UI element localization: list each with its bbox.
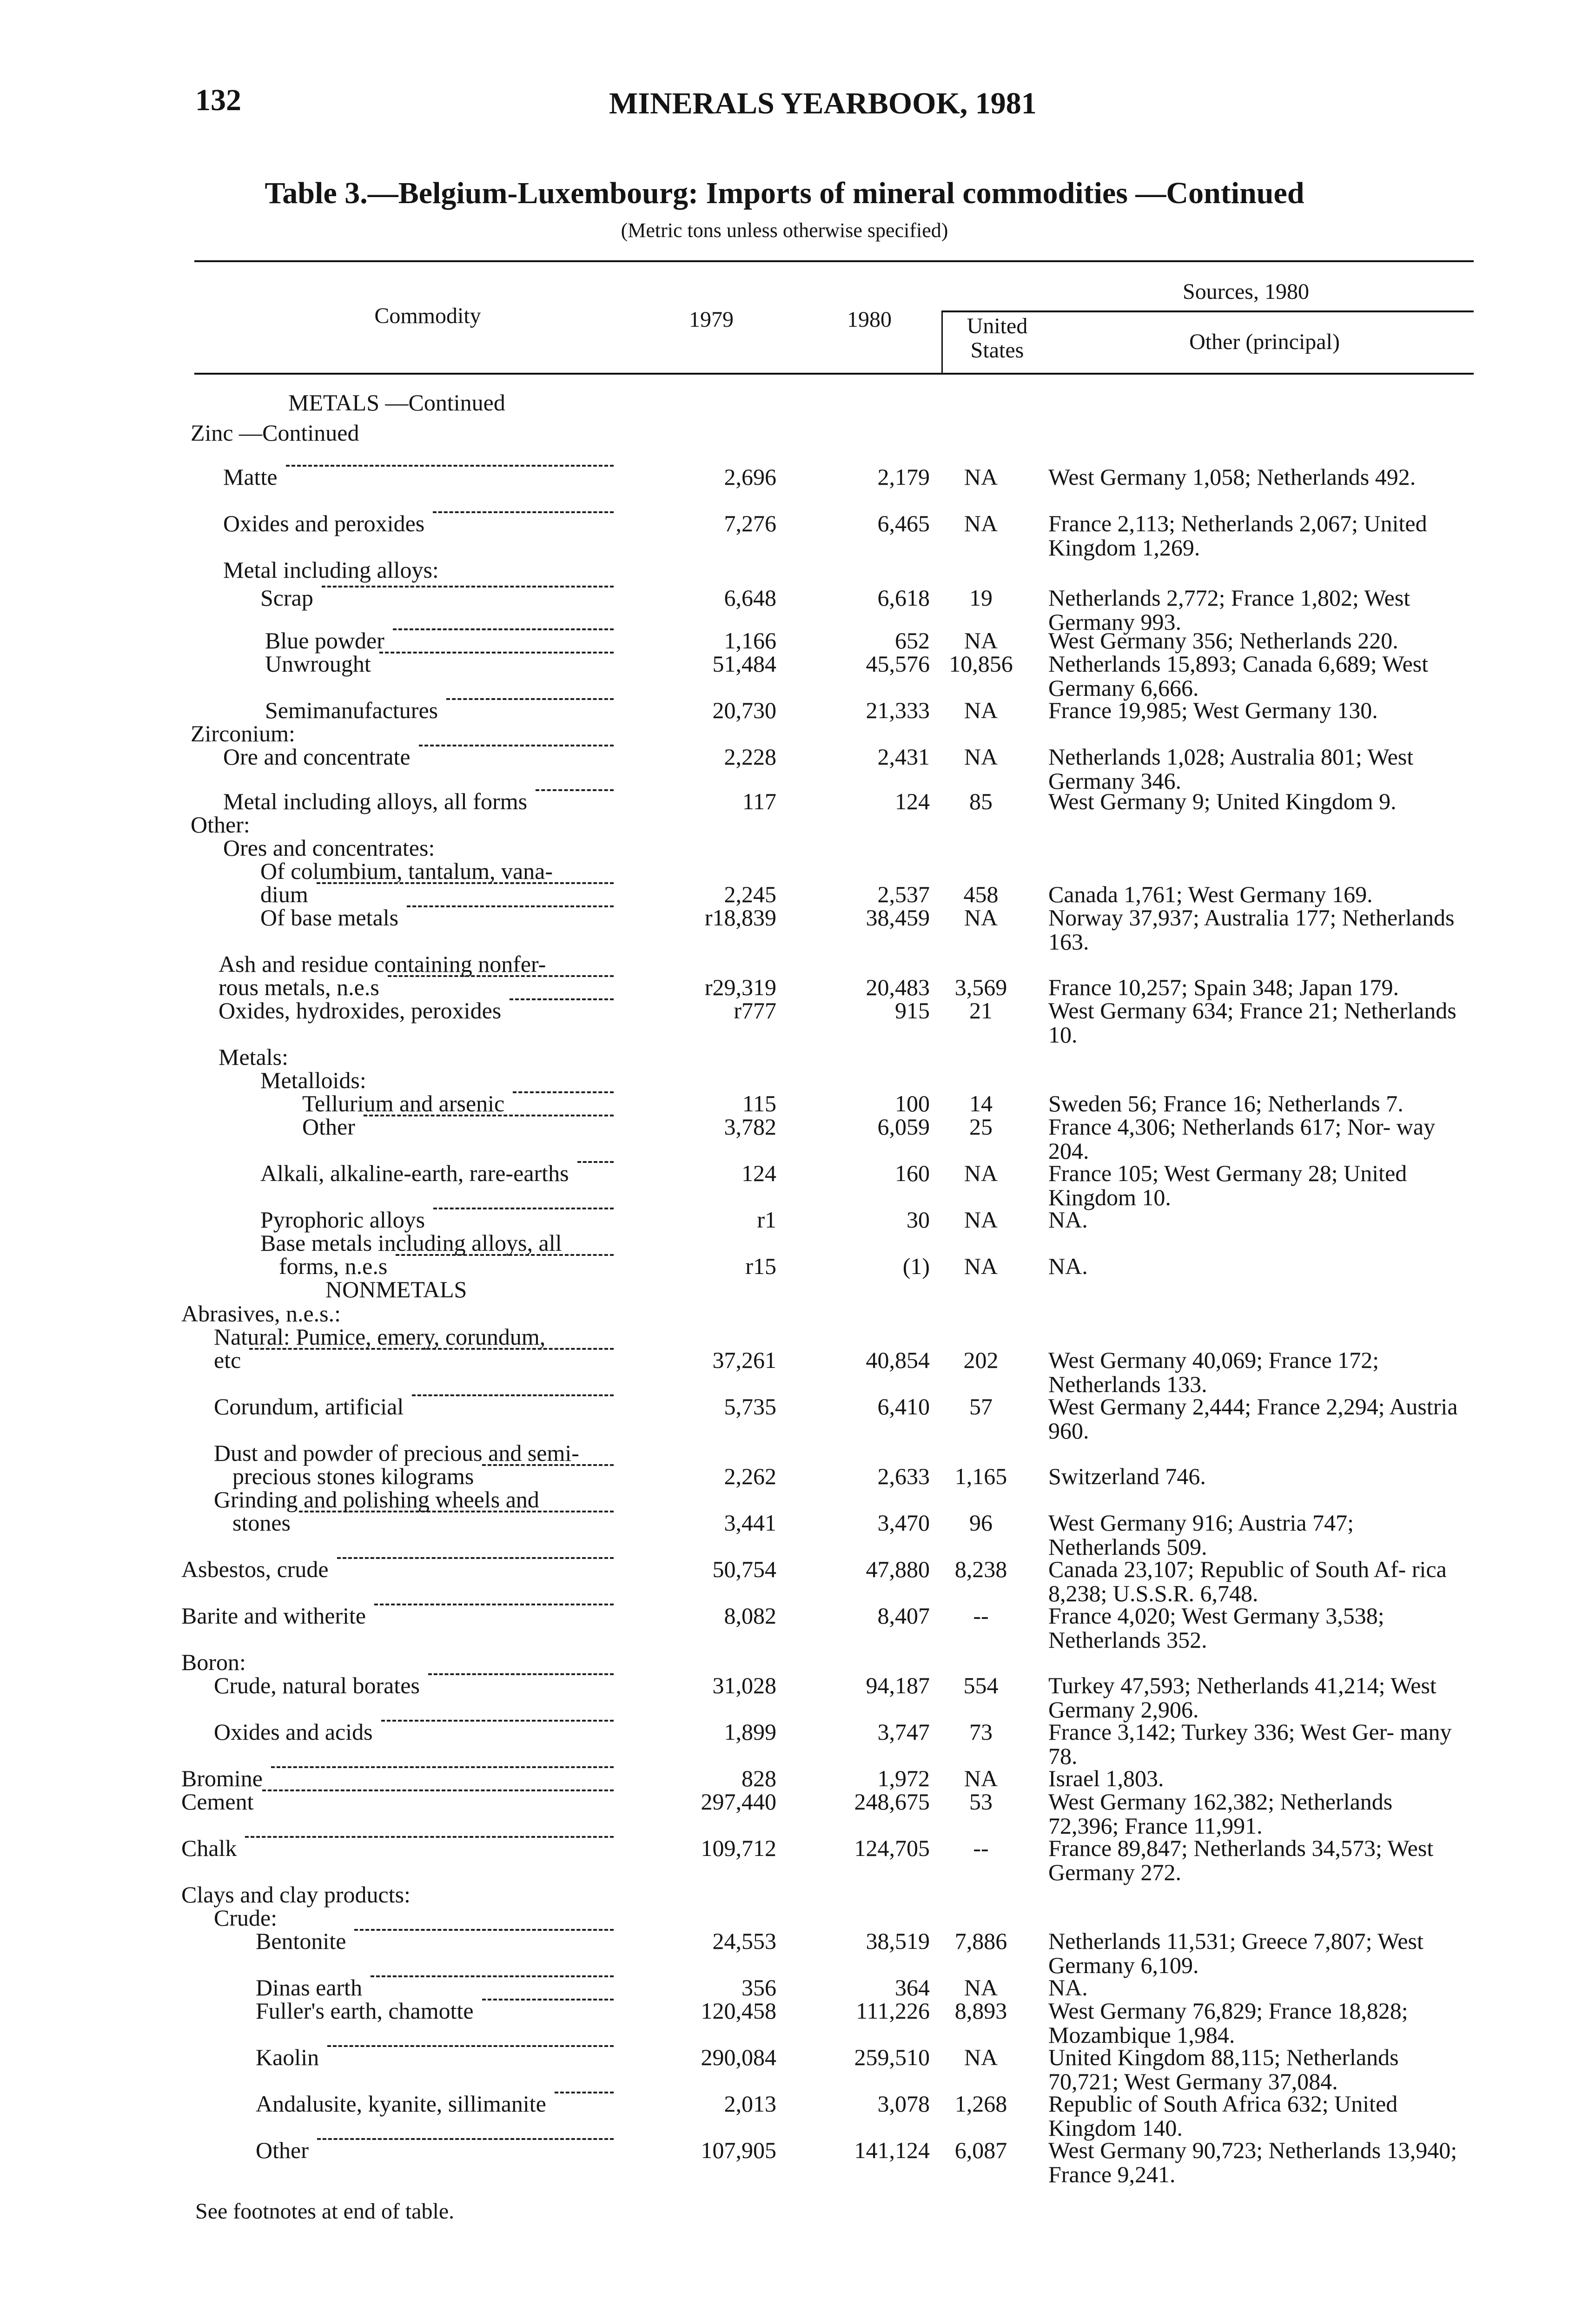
sources-other: France 10,257; Spain 348; Japan 179. (1048, 974, 1399, 1000)
header-bottom-rule (194, 373, 1474, 375)
col-commodity: Commodity (374, 304, 481, 328)
value-1980: 915 (895, 997, 930, 1023)
row-label: Other (256, 2137, 309, 2163)
row-label: Ash and residue containing nonfer- (218, 951, 546, 977)
value-us: NA (964, 905, 998, 931)
value-us: 19 (969, 585, 993, 611)
dot-leader (396, 1254, 614, 1256)
value-us: -- (973, 1603, 989, 1629)
value-1980: 38,459 (866, 905, 930, 931)
dot-leader (433, 511, 614, 513)
value-us: 8,238 (954, 1556, 1007, 1582)
row-label: Boron: (181, 1649, 246, 1675)
sources-other: West Germany 162,382; Netherlands 72,396; France 11,991. (1048, 1789, 1393, 1839)
dot-leader (262, 1789, 614, 1791)
value-us: 21 (969, 997, 993, 1023)
row-label: Semimanufactures (265, 697, 438, 723)
value-1980: 3,078 (877, 2091, 930, 2117)
value-1979: 1,899 (724, 1719, 776, 1745)
value-1980: 6,410 (877, 1393, 930, 1419)
row-label: Chalk (181, 1835, 237, 1861)
row-label: Metalloids: (260, 1067, 366, 1093)
value-1979: 290,084 (701, 2044, 776, 2070)
table-title: Table 3.—Belgium-Luxembourg: Imports of mineral commodities —Continued (265, 176, 1304, 210)
row-label: Other (302, 1114, 355, 1140)
value-us: 85 (969, 788, 993, 814)
dot-leader (337, 1557, 614, 1559)
value-1980: 111,226 (856, 1998, 930, 2024)
value-1979: 5,735 (724, 1393, 776, 1419)
value-us: NA (964, 1207, 998, 1233)
value-1980: 160 (895, 1160, 930, 1186)
value-1980: 124,705 (854, 1835, 930, 1861)
value-us: -- (973, 1835, 989, 1861)
row-label: Crude, natural borates (214, 1672, 420, 1698)
value-1980: 45,576 (866, 651, 930, 677)
row-label: Andalusite, kyanite, sillimanite (256, 2091, 546, 2117)
row-label: Kaolin (256, 2044, 319, 2070)
row-label: Crude: (214, 1905, 278, 1931)
row-label: Dust and powder of precious and semi- (214, 1440, 579, 1466)
row-label: Oxides and peroxides (223, 510, 425, 536)
value-1979: 1,166 (724, 627, 776, 654)
sources-other: NA. (1048, 1974, 1088, 2000)
sources-other: Netherlands 15,893; Canada 6,689; West Germany 6,666. (1048, 651, 1429, 701)
row-label: Dinas earth (256, 1974, 363, 2000)
value-1979: 3,782 (724, 1114, 776, 1140)
dot-leader (412, 1394, 614, 1396)
value-1979: 37,261 (712, 1347, 776, 1373)
value-us: 554 (963, 1672, 999, 1698)
value-us: 57 (969, 1393, 993, 1419)
sources-other: NA. (1048, 1253, 1088, 1279)
value-1980: 20,483 (866, 974, 930, 1000)
sources-other: France 19,985; West Germany 130. (1048, 697, 1378, 723)
value-us: 14 (969, 1090, 993, 1116)
sources-other: Sweden 56; France 16; Netherlands 7. (1048, 1090, 1403, 1116)
dot-leader (446, 698, 614, 700)
value-1979: 115 (742, 1090, 776, 1116)
col-1979: 1979 (689, 307, 734, 332)
value-1979: r29,319 (704, 974, 776, 1000)
dot-leader (577, 1161, 614, 1163)
dot-leader (388, 975, 614, 977)
sources-other: NA. (1048, 1207, 1088, 1233)
value-1979: 51,484 (712, 651, 776, 677)
value-1979: r15 (745, 1253, 776, 1279)
value-us: NA (964, 627, 998, 654)
value-1980: 248,675 (854, 1789, 930, 1815)
row-label: Bentonite (256, 1928, 346, 1954)
row-label: Tellurium and arsenic (302, 1090, 505, 1116)
row-label: etc (214, 1347, 241, 1373)
row-label: Fuller's earth, chamotte (256, 1998, 474, 2024)
value-1980: 38,519 (866, 1928, 930, 1954)
row-label: stones (232, 1510, 291, 1536)
sources-other: West Germany 2,444; France 2,294; Austria 960. (1048, 1393, 1458, 1444)
dot-leader (555, 2092, 614, 2093)
value-us: NA (964, 697, 998, 723)
table-subtitle: (Metric tons unless otherwise specified) (621, 219, 948, 242)
value-us: 53 (969, 1789, 993, 1815)
dot-leader (371, 1975, 614, 1977)
row-label: Scrap (260, 585, 313, 611)
value-us: NA (964, 1765, 998, 1791)
row-label: Zirconium: (191, 720, 295, 746)
sources-other: Israel 1,803. (1048, 1765, 1164, 1791)
value-us: NA (964, 2044, 998, 2070)
value-1980: 2,179 (877, 464, 930, 490)
dot-leader (482, 1999, 614, 2000)
dot-leader (510, 998, 614, 1000)
sources-other: West Germany 76,829; France 18,828; Mozambique 1,984. (1048, 1998, 1408, 2048)
row-label: Ores and concentrates: (223, 835, 435, 861)
value-us: NA (964, 744, 998, 770)
page-number: 132 (195, 83, 241, 117)
row-label: Other: (191, 812, 250, 838)
row-label: Blue powder (265, 627, 384, 654)
value-1980: 8,407 (877, 1603, 930, 1629)
value-1980: 40,854 (866, 1347, 930, 1373)
value-us: 458 (963, 881, 999, 907)
dot-leader (317, 882, 614, 884)
value-us: 3,569 (954, 974, 1007, 1000)
value-1979: 2,245 (724, 881, 776, 907)
value-1979: r18,839 (704, 905, 776, 931)
value-1980: 652 (895, 627, 930, 654)
value-1979: 124 (741, 1160, 776, 1186)
row-label: Alkali, alkaline-earth, rare-earths (260, 1160, 569, 1186)
row-label: Asbestos, crude (181, 1556, 329, 1582)
sources-divider (941, 310, 943, 373)
sources-other: France 4,306; Netherlands 617; Nor- way 204. (1048, 1114, 1436, 1164)
sources-other: United Kingdom 88,115; Netherlands 70,721; West Germany 37,084. (1048, 2044, 1399, 2094)
value-us: NA (964, 1974, 998, 2000)
footnote: See footnotes at end of table. (195, 2199, 455, 2224)
sources-other: West Germany 40,069; France 172; Netherlands 133. (1048, 1347, 1379, 1397)
sources-other: Switzerland 746. (1048, 1463, 1206, 1489)
dot-leader (536, 789, 614, 791)
row-label: Bromine (181, 1765, 263, 1791)
value-1980: 21,333 (866, 697, 930, 723)
dot-leader (354, 1929, 614, 1931)
header-top-rule (194, 260, 1474, 262)
sources-other: France 89,847; Netherlands 34,573; West Germany 272. (1048, 1835, 1434, 1885)
value-1979: 24,553 (712, 1928, 776, 1954)
value-1980: 6,059 (877, 1114, 930, 1140)
dot-leader (299, 1511, 614, 1512)
sources-other: France 105; West Germany 28; United Kingdom 10. (1048, 1160, 1407, 1210)
value-1979: 2,013 (724, 2091, 776, 2117)
dot-leader (374, 1604, 614, 1605)
value-1979: r1 (757, 1207, 776, 1233)
sources-other: Netherlands 11,531; Greece 7,807; West Germany 6,109. (1048, 1928, 1423, 1978)
value-1979: 31,028 (712, 1672, 776, 1698)
value-1980: 6,465 (877, 510, 930, 536)
col-united-states: United States (967, 314, 1028, 363)
value-1979: 2,696 (724, 464, 776, 490)
value-1979: 297,440 (701, 1789, 776, 1815)
row-label: precious stones kilograms (232, 1463, 474, 1489)
row-label: rous metals, n.e.s (218, 974, 379, 1000)
dot-leader (419, 745, 614, 746)
sources-other: Republic of South Africa 632; United Kingdom 140. (1048, 2091, 1398, 2141)
row-label: Oxides and acids (214, 1719, 373, 1745)
value-1980: 2,633 (877, 1463, 930, 1489)
row-label: Natural: Pumice, emery, corundum, (214, 1324, 546, 1350)
value-1980: 1,972 (877, 1765, 930, 1791)
sources-other: West Germany 356; Netherlands 220. (1048, 627, 1398, 654)
sources-rule (941, 310, 1474, 312)
value-us: 1,165 (954, 1463, 1007, 1489)
value-1980: 2,431 (877, 744, 930, 770)
row-label: forms, n.e.s (279, 1253, 388, 1279)
dot-leader (286, 465, 614, 467)
dot-leader (381, 1720, 614, 1722)
value-1980: 100 (895, 1090, 930, 1116)
dot-leader (482, 1464, 614, 1466)
sources-other: Norway 37,937; Australia 177; Netherlands 163. (1048, 905, 1455, 955)
col-other: Other (principal) (1189, 330, 1340, 354)
value-1980: 6,618 (877, 585, 930, 611)
sources-other: France 3,142; Turkey 336; West Ger- many 78. (1048, 1719, 1452, 1769)
value-1980: 124 (895, 788, 930, 814)
value-us: 8,893 (954, 1998, 1007, 2024)
value-us: 7,886 (954, 1928, 1007, 1954)
value-1980: 259,510 (854, 2044, 930, 2070)
row-label: Of base metals (260, 905, 399, 931)
row-label: Unwrought (265, 651, 371, 677)
value-1980: 141,124 (854, 2137, 930, 2163)
value-1979: 7,276 (724, 510, 776, 536)
value-us: NA (964, 464, 998, 490)
dot-leader (433, 1208, 614, 1209)
dot-leader (379, 652, 614, 654)
row-label: Oxides, hydroxides, peroxides (218, 997, 502, 1023)
value-us: 73 (969, 1719, 993, 1745)
col-sources: Sources, 1980 (1183, 279, 1309, 304)
row-label: Matte (223, 464, 278, 490)
sources-other: West Germany 634; France 21; Netherlands 10. (1048, 997, 1456, 1048)
value-us: 10,856 (949, 651, 1013, 677)
sources-other: Turkey 47,593; Netherlands 41,214; West Germany 2,906. (1048, 1672, 1437, 1723)
sources-other: France 4,020; West Germany 3,538; Netherlands 352. (1048, 1603, 1384, 1653)
sources-other: West Germany 1,058; Netherlands 492. (1048, 464, 1416, 490)
value-us: NA (964, 510, 998, 536)
value-us: 25 (969, 1114, 993, 1140)
value-1979: 828 (741, 1765, 776, 1791)
value-us: 1,268 (954, 2091, 1007, 2117)
value-1979: 6,648 (724, 585, 776, 611)
value-1979: 356 (741, 1974, 776, 2000)
dot-leader (407, 905, 614, 907)
value-1979: 107,905 (701, 2137, 776, 2163)
row-label: Metal including alloys: (223, 557, 439, 583)
row-label: Cement (181, 1789, 254, 1815)
row-label: METALS —Continued (288, 390, 505, 416)
dot-leader (428, 1673, 614, 1675)
dot-leader (322, 586, 614, 588)
value-1980: 30 (907, 1207, 930, 1233)
value-us: 6,087 (954, 2137, 1007, 2163)
col-1980: 1980 (847, 307, 892, 332)
dot-leader (327, 2045, 614, 2047)
value-1979: 3,441 (724, 1510, 776, 1536)
row-label: Clays and clay products: (181, 1882, 410, 1908)
row-label: Base metals including alloys, all (260, 1230, 562, 1256)
dot-leader (513, 1091, 614, 1093)
value-1979: r777 (734, 997, 776, 1023)
value-1979: 2,262 (724, 1463, 776, 1489)
dot-leader (317, 2138, 614, 2140)
row-label: Pyrophoric alloys (260, 1207, 425, 1233)
value-1979: 2,228 (724, 744, 776, 770)
dot-leader (393, 628, 614, 630)
row-label: NONMETALS (325, 1276, 467, 1302)
row-label: Corundum, artificial (214, 1393, 404, 1419)
value-us: 96 (969, 1510, 993, 1536)
value-1980: 47,880 (866, 1556, 930, 1582)
value-1979: 120,458 (701, 1998, 776, 2024)
value-1979: 20,730 (712, 697, 776, 723)
value-1979: 50,754 (712, 1556, 776, 1582)
row-label: Grinding and polishing wheels and (214, 1486, 539, 1512)
running-title: MINERALS YEARBOOK, 1981 (609, 86, 1037, 120)
value-1980: 2,537 (877, 881, 930, 907)
sources-other: Netherlands 2,772; France 1,802; West Germany 993. (1048, 585, 1410, 635)
sources-other: West Germany 9; United Kingdom 9. (1048, 788, 1397, 814)
value-us: NA (964, 1160, 998, 1186)
row-label: Metal including alloys, all forms (223, 788, 528, 814)
value-1980: 3,470 (877, 1510, 930, 1536)
sources-other: France 2,113; Netherlands 2,067; United Kingdom 1,269. (1048, 510, 1427, 561)
row-label: Metals: (218, 1044, 288, 1070)
value-1979: 8,082 (724, 1603, 776, 1629)
value-us: NA (964, 1253, 998, 1279)
row-label: dium (260, 881, 308, 907)
dot-leader (364, 1115, 614, 1116)
value-1980: 3,747 (877, 1719, 930, 1745)
dot-leader (271, 1766, 614, 1768)
row-label: Zinc —Continued (191, 420, 359, 446)
value-1980: 364 (895, 1974, 930, 2000)
value-us: 202 (963, 1347, 999, 1373)
sources-other: West Germany 916; Austria 747; Netherlands 509. (1048, 1510, 1354, 1560)
dot-leader (245, 1836, 614, 1838)
row-label: Barite and witherite (181, 1603, 366, 1629)
sources-other: Netherlands 1,028; Australia 801; West Germany 346. (1048, 744, 1414, 794)
sources-other: Canada 1,761; West Germany 169. (1048, 881, 1373, 907)
value-1980: 94,187 (866, 1672, 930, 1698)
sources-other: West Germany 90,723; Netherlands 13,940; France 9,241. (1048, 2137, 1457, 2187)
row-label: Ore and concentrate (223, 744, 410, 770)
value-1979: 117 (742, 788, 776, 814)
row-label: Of columbium, tantalum, vana- (260, 858, 553, 884)
sources-other: Canada 23,107; Republic of South Af- rica 8,238; U.S.S.R. 6,748. (1048, 1556, 1447, 1606)
value-1979: 109,712 (701, 1835, 776, 1861)
row-label: Abrasives, n.e.s.: (181, 1301, 341, 1327)
dot-leader (249, 1348, 614, 1350)
value-1980: (1) (902, 1253, 930, 1279)
